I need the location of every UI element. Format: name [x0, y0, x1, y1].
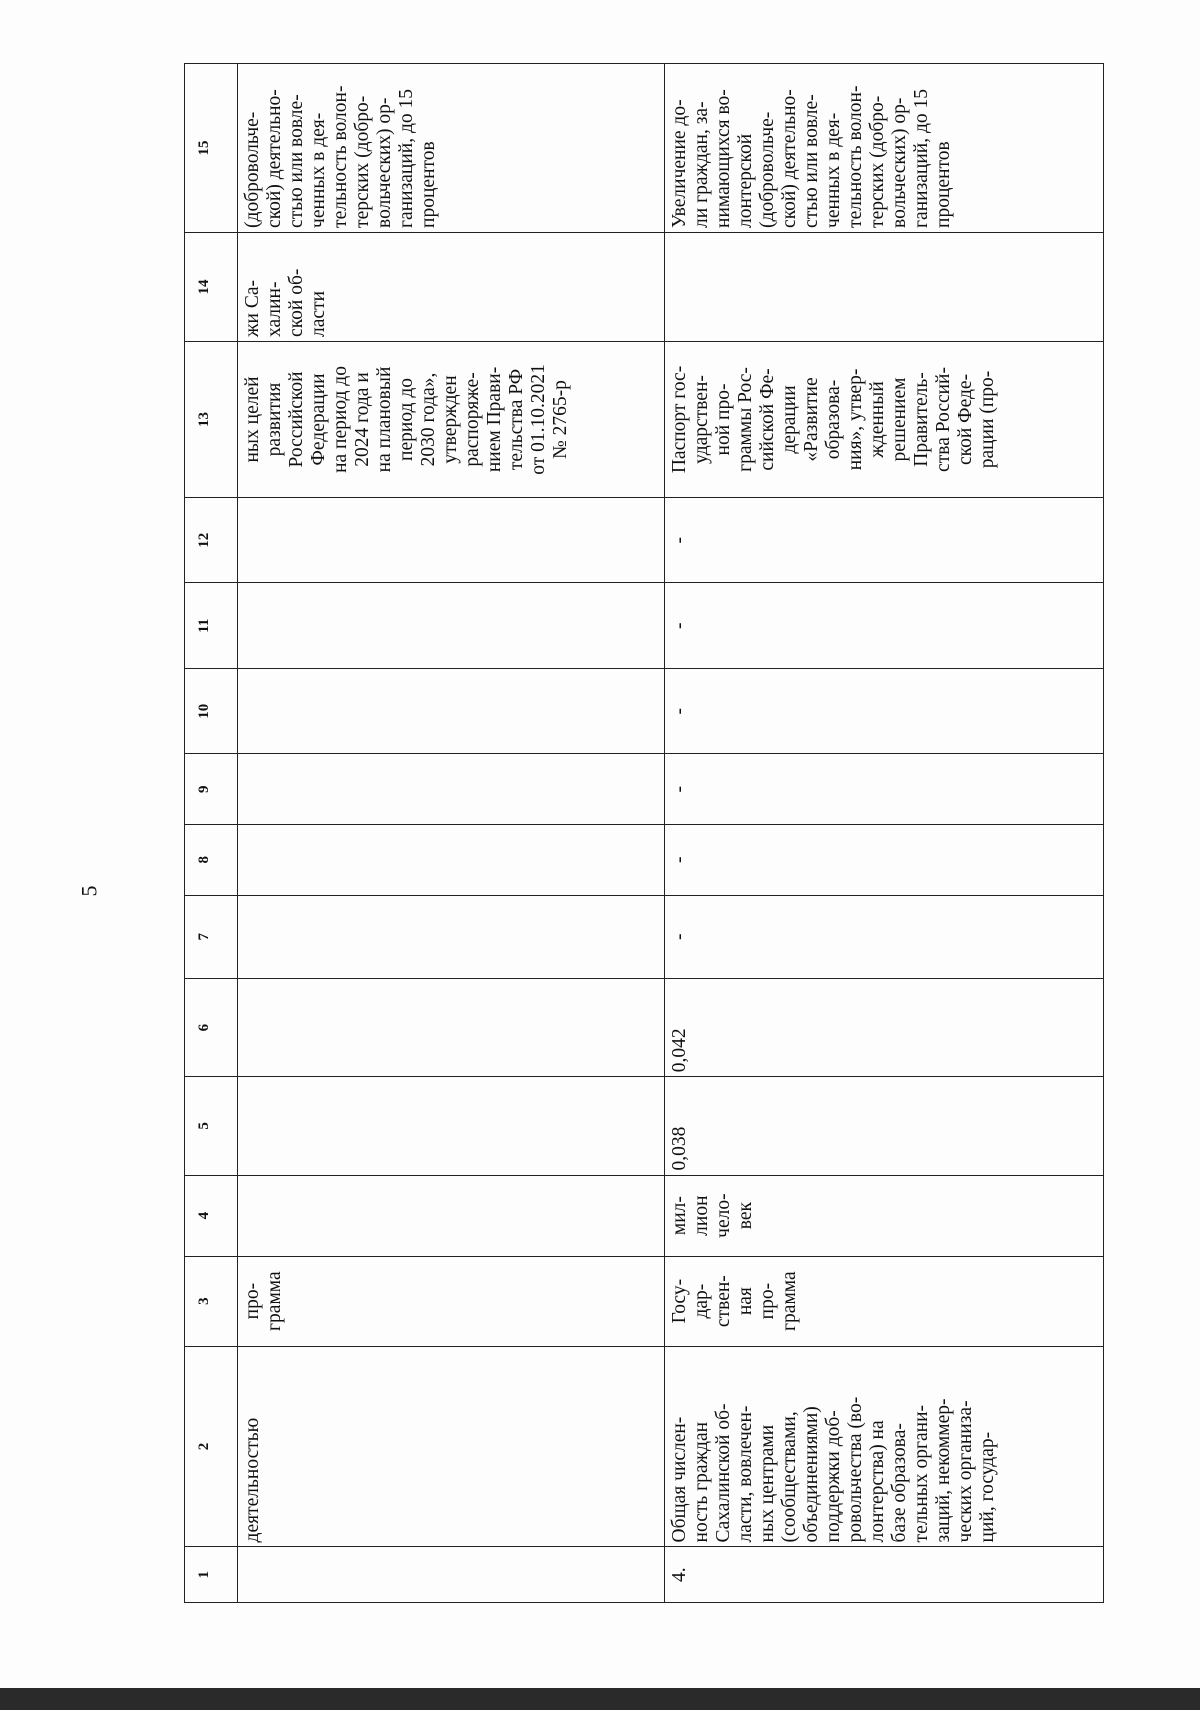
table-cell	[238, 583, 665, 669]
header-cell: 11	[185, 583, 238, 669]
header-row	[185, 64, 238, 1603]
table-cell	[238, 1547, 665, 1603]
table-cell: жи Са- халин- ской об- ласти	[238, 232, 665, 341]
header-cell: 6	[185, 978, 238, 1076]
table-cell: 0,042	[665, 978, 1104, 1076]
table-cell	[238, 497, 665, 583]
table-cell: Общая числен- ность граждан Сахалинской об- ласти, вовлечен- ных центрами (сообществами, объединениями) поддержки доб- ровольчества (во- лонтерства) на базе образова- тельных органи- заций, некоммер- ческих организа- ций, государ-	[665, 1346, 1104, 1547]
table-cell: про- грамма	[238, 1256, 665, 1346]
header-cell: 3	[185, 1256, 238, 1346]
header-cell: 12	[185, 497, 238, 583]
table-cell: мил- лион чело- век	[665, 1175, 1104, 1256]
header-cell: 7	[185, 895, 238, 978]
table-row	[238, 64, 665, 1603]
table-row	[665, 64, 1104, 1603]
indicators-table	[184, 63, 1104, 1603]
page-number: 5	[76, 885, 102, 897]
table-cell	[238, 1175, 665, 1256]
header-cell: 1	[185, 1547, 238, 1603]
table-cell: ных целей развития Российской Федерации на период до 2024 года и на плановый период до 2030 года», утвержден распоряже- нием Прави- тельства РФ от 01.10.2021 № 2765-р	[238, 341, 665, 497]
scan-edge-bar	[0, 1688, 1200, 1710]
table-cell: Увеличение до- ли граждан, за- нимающихся во- лонтерской (добровольче- ской) деятельно- стью или вовле- ченных в дея- тельность волон- терских (добро- вольческих) ор- ганизаций, до 15 процентов	[665, 64, 1104, 233]
header-cell: 13	[185, 341, 238, 497]
table-cell: -	[665, 825, 1104, 896]
table-cell: 0,038	[665, 1077, 1104, 1175]
table-cell: -	[665, 583, 1104, 669]
table-cell: 4.	[665, 1547, 1104, 1603]
table-cell	[238, 895, 665, 978]
header-cell: 14	[185, 232, 238, 341]
table-cell	[665, 232, 1104, 341]
table-cell: Паспорт гос- ударствен- ной про- граммы Рос- сийской Фе- дерации «Развитие образова- ния», утвер- жденный решением Правитель- ства Россий- ской Феде- рации (про-	[665, 341, 1104, 497]
table-cell	[238, 754, 665, 825]
table-cell	[238, 978, 665, 1076]
table-cell: -	[665, 497, 1104, 583]
header-cell: 2	[185, 1346, 238, 1547]
header-cell: 5	[185, 1077, 238, 1175]
table-cell: -	[665, 754, 1104, 825]
table-cell	[238, 1077, 665, 1175]
header-cell: 4	[185, 1175, 238, 1256]
table-cell: (добровольче- ской) деятельно- стью или вовле- ченных в дея- тельность волон- терских (добро- вольческих) ор- ганизаций, до 15 процентов	[238, 64, 665, 233]
table-cell	[238, 825, 665, 896]
table-cell: -	[665, 668, 1104, 754]
header-cell: 10	[185, 668, 238, 754]
rotated-table-container	[184, 63, 1134, 1603]
table-cell: -	[665, 895, 1104, 978]
table-cell: Госу- дар- ствен- ная про- грамма	[665, 1256, 1104, 1346]
header-cell: 15	[185, 64, 238, 233]
table-cell	[238, 668, 665, 754]
header-cell: 8	[185, 825, 238, 896]
header-cell: 9	[185, 754, 238, 825]
table-cell: деятельностью	[238, 1346, 665, 1547]
